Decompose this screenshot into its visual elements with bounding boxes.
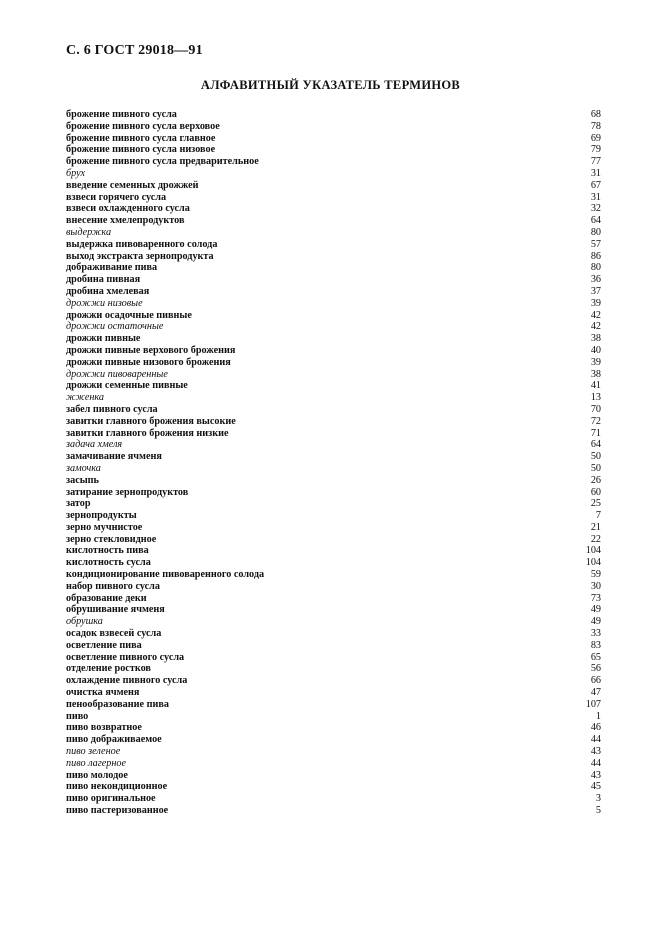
entry-number: 7 bbox=[595, 510, 601, 522]
entry-term: брожение пивного сусла bbox=[66, 109, 177, 120]
entry-number: 30 bbox=[590, 580, 601, 592]
entry-number: 25 bbox=[590, 498, 601, 510]
entry-number: 26 bbox=[590, 474, 601, 486]
index-entry bbox=[66, 475, 601, 487]
index-entry bbox=[66, 805, 601, 817]
entry-number: 49 bbox=[590, 616, 601, 628]
entry-term: зерно мучнистое bbox=[66, 521, 143, 533]
entry-term: кондиционирование пивоваренного солода bbox=[66, 569, 265, 581]
entry-number: 47 bbox=[590, 687, 601, 699]
entry-term: пенообразование пива bbox=[66, 698, 169, 710]
index-entry bbox=[66, 156, 601, 168]
index-entry bbox=[66, 498, 601, 510]
entry-term: выдержка bbox=[66, 226, 112, 238]
entry-term: выход экстракта зернопродукта bbox=[66, 250, 214, 262]
entry-term: пиво некондиционное bbox=[66, 781, 168, 793]
entry-number: 41 bbox=[590, 380, 601, 392]
index-entry bbox=[66, 675, 601, 687]
entry-number: 50 bbox=[590, 462, 601, 474]
index-entry bbox=[66, 593, 601, 605]
entry-term: осветление пива bbox=[66, 639, 142, 651]
entry-number: 13 bbox=[590, 392, 601, 404]
index-entry bbox=[66, 251, 601, 263]
entry-term: жженка bbox=[66, 392, 104, 404]
entry-number: 43 bbox=[590, 746, 601, 758]
entry-term: очистка ячменя bbox=[66, 687, 140, 699]
entry-number: 78 bbox=[590, 120, 601, 132]
entry-number: 68 bbox=[590, 109, 601, 120]
index-entry bbox=[66, 345, 601, 357]
entry-number: 80 bbox=[590, 262, 601, 274]
index-entry bbox=[66, 121, 601, 133]
entry-number: 60 bbox=[590, 486, 601, 498]
entry-term: затор bbox=[66, 498, 91, 510]
entry-number: 33 bbox=[590, 628, 601, 640]
index-entry bbox=[66, 522, 601, 534]
entry-number: 79 bbox=[590, 144, 601, 156]
entry-number: 70 bbox=[590, 403, 601, 415]
index-entry bbox=[66, 180, 601, 192]
entry-term: засыпь bbox=[66, 474, 99, 486]
entry-number: 46 bbox=[590, 722, 601, 734]
entry-number: 43 bbox=[590, 769, 601, 781]
index-entry-synonym bbox=[66, 321, 601, 333]
index-entry bbox=[66, 109, 601, 121]
entry-number: 31 bbox=[590, 167, 601, 179]
entry-term: охлаждение пивного сусла bbox=[66, 675, 188, 687]
entry-number: 36 bbox=[590, 274, 601, 286]
entry-term: замачивание ячменя bbox=[66, 451, 162, 463]
entry-term: пиво bbox=[66, 710, 89, 722]
entry-term: затирание зернопродуктов bbox=[66, 486, 189, 498]
index-entry bbox=[66, 451, 601, 463]
entry-number: 3 bbox=[595, 793, 601, 805]
index-entry bbox=[66, 239, 601, 251]
index-entry-synonym bbox=[66, 227, 601, 239]
entry-number: 69 bbox=[590, 132, 601, 144]
entry-number: 66 bbox=[590, 675, 601, 687]
page-title: АЛФАВИТНЫЙ УКАЗАТЕЛЬ ТЕРМИНОВ bbox=[200, 78, 461, 92]
index-entry bbox=[66, 286, 601, 298]
entry-term: дрожжи остаточные bbox=[66, 321, 164, 333]
entry-number: 64 bbox=[590, 215, 601, 227]
entry-number: 42 bbox=[590, 321, 601, 333]
entry-term: внесение хмелепродуктов bbox=[66, 215, 185, 227]
entry-term: дрожжи пивные верхового брожения bbox=[66, 344, 236, 356]
index-entry bbox=[66, 640, 601, 652]
index-entry bbox=[66, 770, 601, 782]
entry-number: 38 bbox=[590, 333, 601, 345]
entry-term: зерно стекловидное bbox=[66, 533, 157, 545]
entry-number: 72 bbox=[590, 415, 601, 427]
entry-number: 5 bbox=[595, 805, 601, 817]
entry-number: 104 bbox=[585, 545, 601, 557]
index-entry bbox=[66, 274, 601, 286]
entry-term: дрожжи осадочные пивные bbox=[66, 309, 192, 321]
entry-number: 65 bbox=[590, 651, 601, 663]
page-header: С. 6 ГОСТ 29018—91 bbox=[66, 43, 203, 58]
entry-number: 104 bbox=[585, 557, 601, 569]
entry-term: пиво молодое bbox=[66, 769, 128, 781]
index-entry bbox=[66, 203, 601, 215]
entry-term: пиво лагерное bbox=[66, 757, 127, 769]
index-entry bbox=[66, 510, 601, 522]
entry-term: дробина пивная bbox=[66, 274, 141, 286]
index-entry bbox=[66, 557, 601, 569]
index-entry bbox=[66, 793, 601, 805]
entry-number: 40 bbox=[590, 344, 601, 356]
index-entry bbox=[66, 310, 601, 322]
entry-number: 73 bbox=[590, 592, 601, 604]
entry-term: дображивание пива bbox=[66, 262, 158, 274]
term-index-list bbox=[66, 109, 601, 817]
entry-number: 71 bbox=[590, 427, 601, 439]
index-entry bbox=[66, 144, 601, 156]
entry-number: 64 bbox=[590, 439, 601, 451]
index-entry bbox=[66, 711, 601, 723]
entry-term: дрожжи пивные низового брожения bbox=[66, 356, 231, 368]
entry-term: обрушивание ячменя bbox=[66, 604, 165, 616]
entry-number: 56 bbox=[590, 663, 601, 675]
entry-term: отделение ростков bbox=[66, 663, 151, 675]
index-entry bbox=[66, 699, 601, 711]
entry-term: обрушка bbox=[66, 616, 103, 628]
entry-term: брожение пивного сусла верховое bbox=[66, 120, 220, 132]
index-entry-synonym bbox=[66, 168, 601, 180]
entry-term: взвеси охлажденного сусла bbox=[66, 203, 190, 215]
index-entry bbox=[66, 133, 601, 145]
entry-term: выдержка пивоваренного солода bbox=[66, 238, 218, 250]
index-entry bbox=[66, 569, 601, 581]
index-entry bbox=[66, 628, 601, 640]
entry-term: пиво оригинальное bbox=[66, 793, 156, 805]
entry-term: замочка bbox=[66, 462, 101, 474]
index-entry bbox=[66, 604, 601, 616]
entry-number: 39 bbox=[590, 356, 601, 368]
entry-number: 38 bbox=[590, 368, 601, 380]
entry-term: набор пивного сусла bbox=[66, 580, 160, 592]
entry-term: брух bbox=[66, 167, 85, 179]
entry-term: кислотность пива bbox=[66, 545, 149, 557]
index-entry bbox=[66, 428, 601, 440]
entry-number: 86 bbox=[590, 250, 601, 262]
entry-number: 67 bbox=[590, 179, 601, 191]
index-entry bbox=[66, 534, 601, 546]
index-entry-synonym bbox=[66, 392, 601, 404]
index-entry bbox=[66, 545, 601, 557]
entry-number: 32 bbox=[590, 203, 601, 215]
entry-term: брожение пивного сусла низовое bbox=[66, 144, 216, 156]
index-entry bbox=[66, 416, 601, 428]
entry-term: задача хмеля bbox=[66, 439, 123, 451]
entry-term: пиво дображиваемое bbox=[66, 734, 162, 746]
index-entry bbox=[66, 781, 601, 793]
entry-term: брожение пивного сусла предварительное bbox=[66, 156, 259, 168]
index-entry bbox=[66, 687, 601, 699]
entry-term: введение семенных дрожжей bbox=[66, 179, 199, 191]
index-entry bbox=[66, 215, 601, 227]
entry-number: 80 bbox=[590, 226, 601, 238]
entry-term: образование деки bbox=[66, 592, 147, 604]
entry-term: осветление пивного сусла bbox=[66, 651, 185, 663]
entry-number: 59 bbox=[590, 569, 601, 581]
index-entry-synonym bbox=[66, 616, 601, 628]
entry-term: пиво возвратное bbox=[66, 722, 142, 734]
entry-number: 49 bbox=[590, 604, 601, 616]
entry-number: 107 bbox=[585, 698, 601, 710]
entry-term: дрожжи семенные пивные bbox=[66, 380, 188, 392]
entry-number: 1 bbox=[595, 710, 601, 722]
entry-term: дрожжи низовые bbox=[66, 297, 143, 309]
index-entry-synonym bbox=[66, 439, 601, 451]
index-entry bbox=[66, 380, 601, 392]
entry-number: 39 bbox=[590, 297, 601, 309]
entry-number: 42 bbox=[590, 309, 601, 321]
index-entry-synonym bbox=[66, 758, 601, 770]
entry-term: взвеси горячего сусла bbox=[66, 191, 167, 203]
index-entry-synonym bbox=[66, 746, 601, 758]
entry-number: 77 bbox=[590, 156, 601, 168]
entry-term: дрожжи пивоваренные bbox=[66, 368, 168, 380]
index-entry-synonym bbox=[66, 298, 601, 310]
entry-number: 50 bbox=[590, 451, 601, 463]
entry-number: 44 bbox=[590, 734, 601, 746]
entry-number: 21 bbox=[590, 521, 601, 533]
entry-number: 83 bbox=[590, 639, 601, 651]
entry-term: дробина хмелевая bbox=[66, 285, 150, 297]
entry-number: 37 bbox=[590, 285, 601, 297]
entry-number: 31 bbox=[590, 191, 601, 203]
entry-number: 57 bbox=[590, 238, 601, 250]
index-entry bbox=[66, 333, 601, 345]
index-entry bbox=[66, 404, 601, 416]
entry-term: забел пивного сусла bbox=[66, 403, 158, 415]
index-entry bbox=[66, 722, 601, 734]
entry-term: дрожжи пивные bbox=[66, 333, 141, 345]
entry-term: пиво пастеризованное bbox=[66, 805, 169, 817]
entry-term: кислотность сусла bbox=[66, 557, 151, 569]
index-entry bbox=[66, 652, 601, 664]
entry-number: 44 bbox=[590, 757, 601, 769]
entry-term: пиво зеленое bbox=[66, 746, 121, 758]
index-entry-synonym bbox=[66, 463, 601, 475]
entry-term: завитки главного брожения низкие bbox=[66, 427, 229, 439]
entry-number: 45 bbox=[590, 781, 601, 793]
index-entry bbox=[66, 487, 601, 499]
entry-term: осадок взвесей сусла bbox=[66, 628, 162, 640]
entry-number: 22 bbox=[590, 533, 601, 545]
index-entry bbox=[66, 581, 601, 593]
index-entry bbox=[66, 262, 601, 274]
index-entry bbox=[66, 663, 601, 675]
index-entry-synonym bbox=[66, 369, 601, 381]
entry-term: зернопродукты bbox=[66, 510, 137, 522]
index-entry bbox=[66, 734, 601, 746]
entry-term: завитки главного брожения высокие bbox=[66, 415, 236, 427]
entry-term: брожение пивного сусла главное bbox=[66, 132, 216, 144]
index-entry bbox=[66, 192, 601, 204]
index-entry bbox=[66, 357, 601, 369]
